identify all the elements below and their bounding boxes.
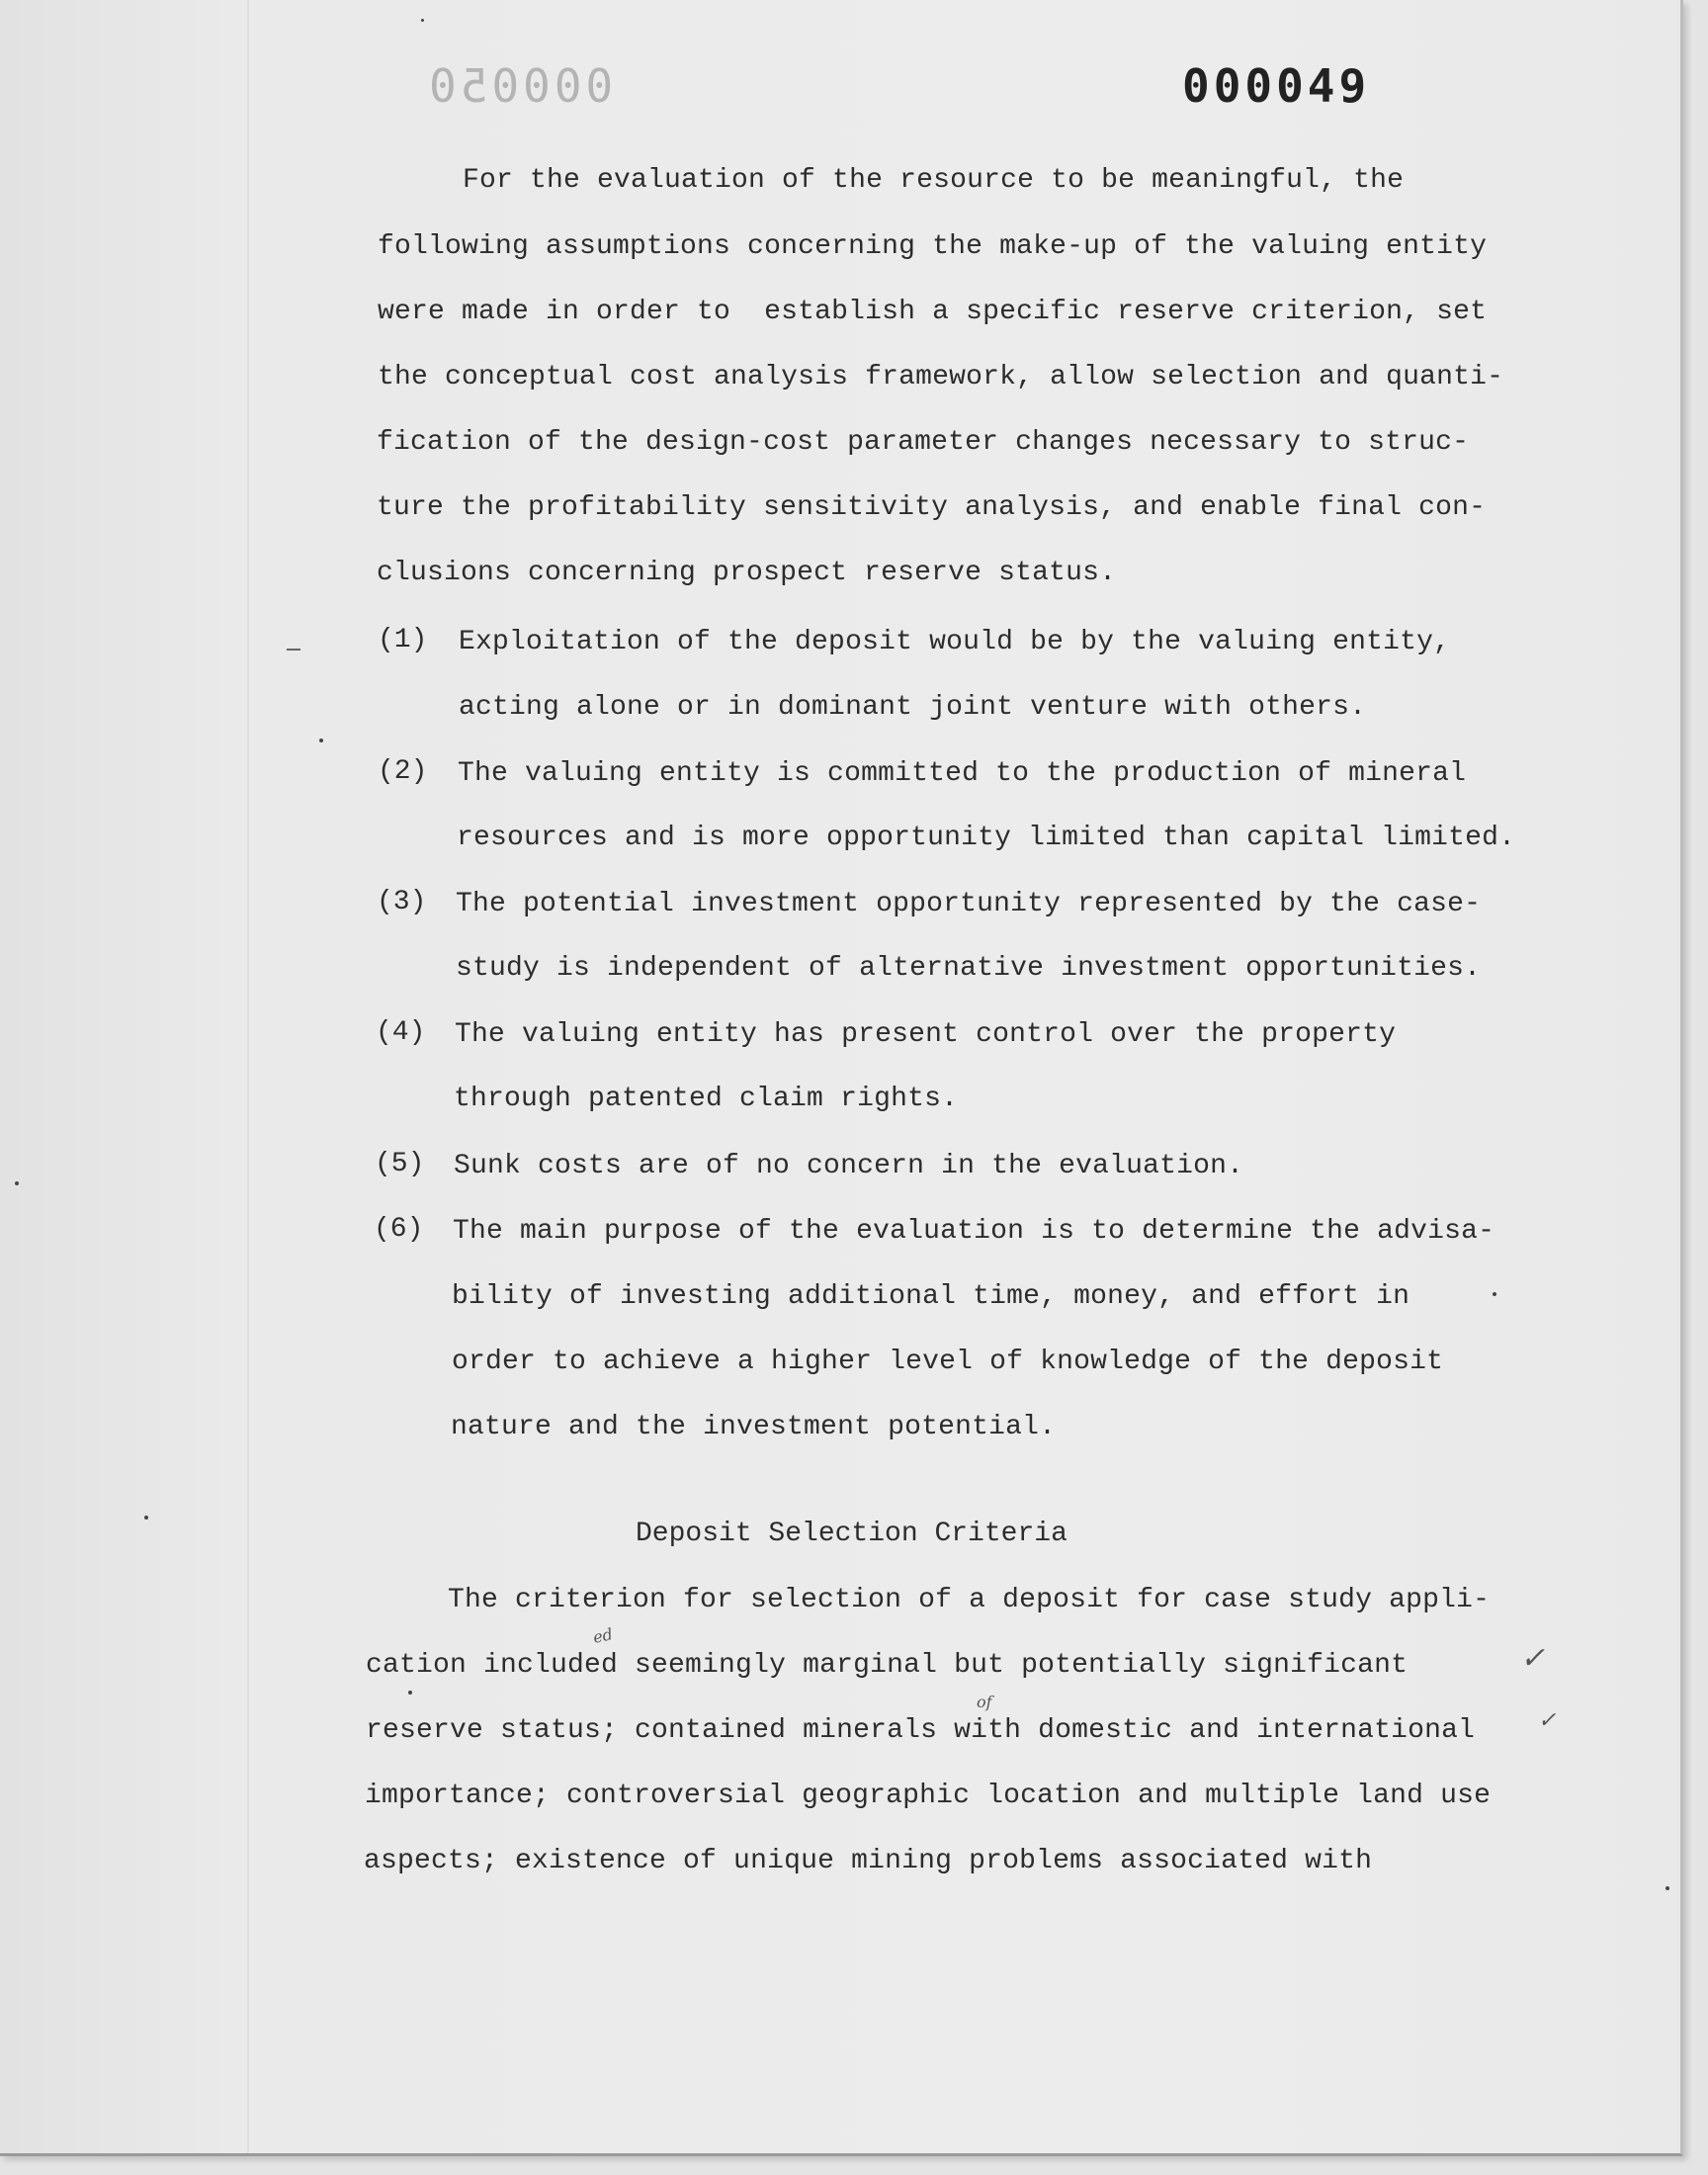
assumption-number: (5)	[375, 1149, 425, 1179]
intro-line: clusions concerning prospect reserve status.	[377, 558, 1117, 588]
section-heading: Deposit Selection Criteria	[636, 1519, 1068, 1549]
assumption-line: The potential investment opportunity represented by the case-	[456, 889, 1482, 919]
intro-line: the conceptual cost analysis framework, allow selection and quanti-	[378, 362, 1504, 392]
assumption-number: (3)	[377, 887, 427, 917]
section-line: The criterion for selection of a deposit for case study appli-	[448, 1585, 1491, 1615]
intro-line: For the evaluation of the resource to be meaningful, the	[463, 165, 1405, 196]
assumption-line: nature and the investment potential.	[451, 1412, 1057, 1442]
assumption-number: (1)	[378, 625, 428, 655]
section-line: reserve status; contained minerals with domestic and international	[366, 1715, 1476, 1746]
assumption-line: order to achieve a higher level of knowledge of the deposit	[452, 1347, 1444, 1377]
assumption-line: resources and is more opportunity limited than capital limited.	[457, 823, 1516, 853]
section-line: importance; controversial geographic location and multiple land use	[365, 1781, 1492, 1811]
assumption-line: The valuing entity has present control over the property	[455, 1019, 1397, 1050]
scan-speck	[1493, 1292, 1496, 1296]
assumption-line: The main purpose of the evaluation is to determine the advisa-	[453, 1216, 1495, 1247]
intro-line: were made in order to establish a specific reserve criterion, set	[378, 297, 1488, 327]
scan-speck	[1665, 1886, 1669, 1890]
scan-speck	[15, 1181, 19, 1185]
assumption-line: Sunk costs are of no concern in the evaluation.	[454, 1151, 1244, 1181]
scan-speck	[408, 1691, 412, 1695]
assumption-line: through patented claim rights.	[454, 1084, 959, 1114]
assumption-line: bility of investing additional time, money, and effort in	[452, 1281, 1410, 1312]
assumption-line: Exploitation of the deposit would be by the valuing entity,	[459, 627, 1451, 657]
scan-mark	[287, 649, 300, 651]
check-mark-icon: ✓	[1538, 1708, 1557, 1733]
intro-line: fication of the design-cost parameter changes necessary to struc-	[377, 427, 1470, 458]
assumption-line: The valuing entity is committed to the production of mineral	[458, 758, 1467, 789]
intro-line: ture the profitability sensitivity analysis, and enable final con-	[377, 492, 1487, 523]
scan-speck	[144, 1516, 148, 1520]
page-fold-shadow	[247, 0, 249, 2153]
section-line: cation included seemingly marginal but potentially significant	[366, 1650, 1409, 1681]
ghost-page-number-stamp: 000050	[425, 59, 614, 113]
assumption-number: (4)	[376, 1017, 426, 1048]
check-mark-icon: ✓	[1520, 1641, 1546, 1676]
page-number-stamp: 000049	[1182, 59, 1371, 113]
scan-speck	[319, 739, 323, 742]
scan-speck	[421, 19, 424, 22]
assumption-number: (6)	[374, 1214, 424, 1245]
assumption-line: acting alone or in dominant joint venture with others.	[459, 692, 1367, 723]
handwritten-correction: ed	[591, 1624, 615, 1647]
intro-line: following assumptions concerning the make-up of the valuing entity	[378, 231, 1488, 262]
assumption-line: study is independent of alternative investment opportunities.	[456, 953, 1482, 984]
assumption-number: (2)	[378, 756, 428, 787]
section-line: aspects; existence of unique mining problems associated with	[364, 1846, 1373, 1876]
handwritten-correction: of	[977, 1693, 992, 1711]
